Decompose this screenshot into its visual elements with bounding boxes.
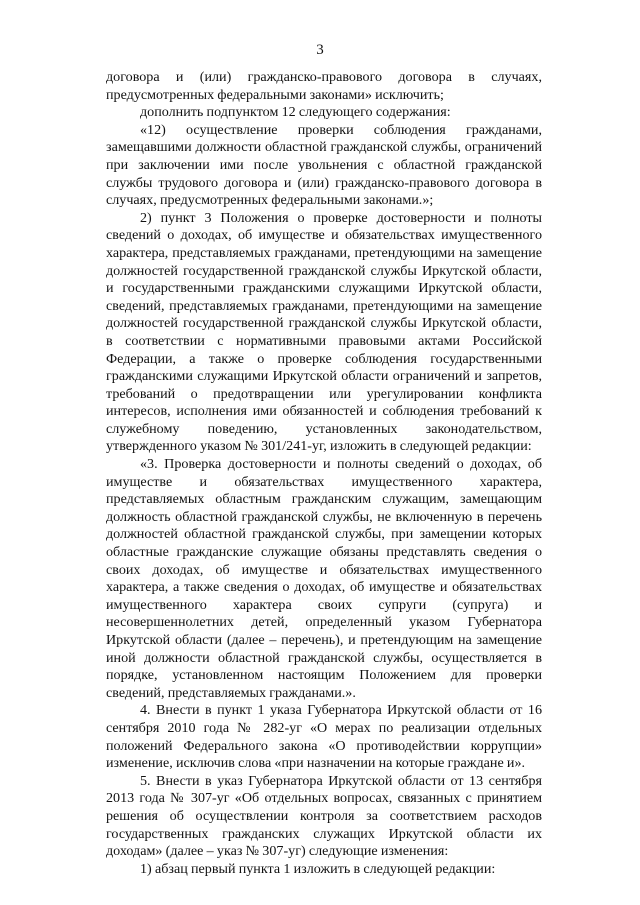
paragraph-continuation: договора и (или) гражданско-правового договора в случаях, предусмотренных федеральными законами» исключить;	[106, 69, 542, 103]
document-body	[106, 69, 542, 878]
paragraph-item-5-subitem-1: 1) абзац первый пункта 1 изложить в следующей редакции:	[140, 860, 496, 877]
paragraph-add-subpoint-12: дополнить подпунктом 12 следующего содержания:	[140, 104, 451, 121]
paragraph-item-4: 4. Внести в пункт 1 указа Губернатора Иркутской области от 16 сентября 2010 года № 282-уг «О мерах по реализации отдельных положений Федерального закона «О противодействии коррупции» изменение, исключив слова «при назначении на которые граждане и».	[106, 702, 542, 772]
page-number: 3	[316, 42, 324, 58]
paragraph-item-2: 2) пункт 3 Положения о проверке достоверности и полноты сведений о доходах, об имуществе и обязательствах имущественного характера, представляемых гражданами, претендующими на замещение должностей государственной гражданской службы Иркутской области, и государственными гражданскими служащими Иркутской области, сведений, представляемых гражданами, претендующими на замещение должностей государственной гражданской службы Иркутской области, в соответствии с нормативными правовыми актами Российской Федерации, а также о проверке соблюдения государственными гражданскими служащими Иркутской области ограничений и запретов, требований о предотвращении или урегулировании конфликта интересов, исполнения ими обязанностей и соблюдения требований к служебному поведению, установленных законодательством, утвержденного указом № 301/241-уг, изложить в следующей редакции:	[106, 209, 542, 455]
paragraph-clause-3-text: «3. Проверка достоверности и полноты сведений о доходах, об имуществе и обязательствах имущественного характера, представляемых областным гражданским служащим, замещающим должность областной гражданской службы, не включенную в перечень должностей областной гражданской службы, при замещении которых областные гражданские служащие обязаны представлять сведения о своих доходах, об имуществе и обязательствах имущественного характера, а также сведения о доходах, об имуществе и обязательствах имущественного характера своих супруги (супруга) и несовершеннолетних детей, определенный указом Губернатора Иркутской области (далее – перечень), и претендующим на замещение иной должности областной гражданской службы, осуществляется в порядке, установленном настоящим Положением для проверки сведений, представляемых гражданами.».	[106, 456, 542, 701]
paragraph-item-5: 5. Внести в указ Губернатора Иркутской области от 13 сентября 2013 года № 307-уг «Об отдельных вопросах, связанных с принятием решения об осуществлении контроля за соответствием расходов государственных гражданских служащих Иркутской области их доходам» (далее – указ № 307-уг) следующие изменения:	[106, 772, 542, 860]
paragraph-subpoint-12-text: «12) осуществление проверки соблюдения гражданами, замещавшими должности областной гражданской службы, ограничений при заключении ими после увольнения с областной гражданской службы трудового договора и (или) гражданско-правового договора в случаях, предусмотренных федеральными законами.»;	[106, 121, 542, 209]
